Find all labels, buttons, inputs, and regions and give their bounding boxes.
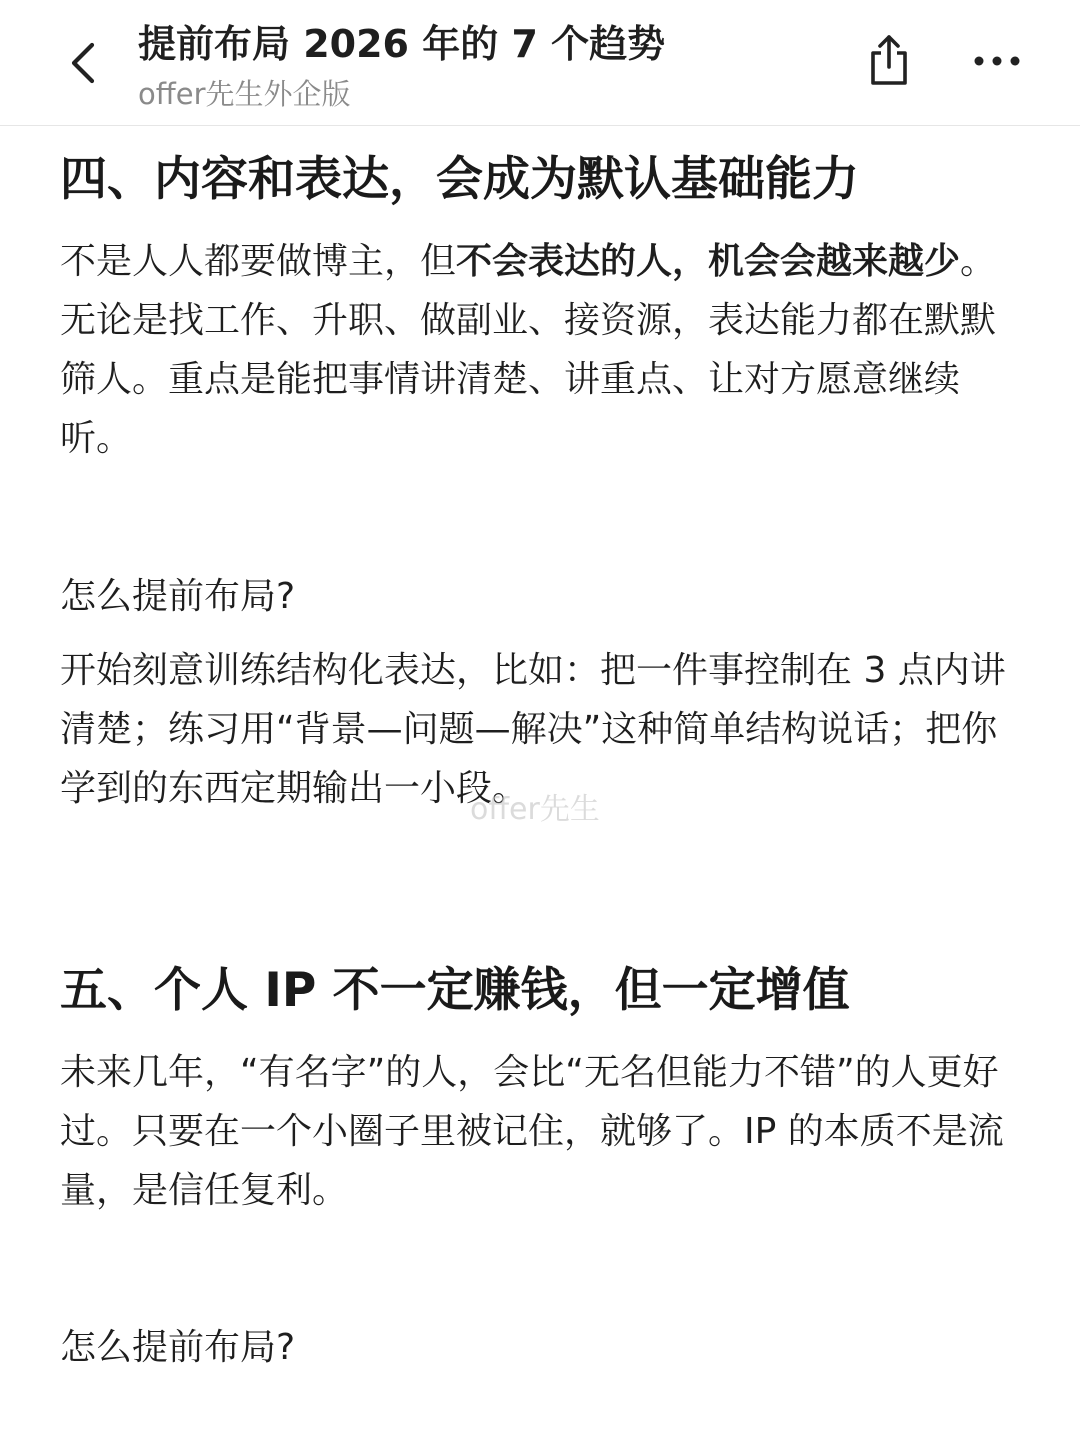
account-name[interactable]: offer先生外企版	[138, 77, 351, 111]
section-4-heading: 四、内容和表达，会成为默认基础能力	[60, 152, 859, 207]
section-4-howto-label: 怎么提前布局?	[60, 576, 296, 617]
section-4-paragraph	[60, 232, 1020, 468]
section-5-howto-label: 怎么提前布局?	[60, 1327, 296, 1368]
more-horizontal-icon	[972, 54, 1022, 68]
more-button[interactable]	[968, 38, 1026, 84]
watermark: offer先生	[470, 792, 600, 827]
section-4-paragraph-text: 不是人人都要做博主，但	[60, 241, 457, 282]
section-4-paragraph-rest: 。无论是找工作、升职、做副业、接资源，表达能力都在默默筛人。重点是能把事情讲清楚、讲重点、让对方愿意继续听。	[60, 241, 997, 459]
top-navigation-bar	[0, 0, 1080, 126]
share-icon	[867, 33, 911, 87]
section-5-heading: 五、个人 IP 不一定赚钱，但一定增值	[60, 963, 850, 1018]
section-4	[60, 148, 1020, 468]
page-title: 提前布局 2026 年的 7 个趋势	[138, 22, 666, 66]
section-4-paragraph-bold: 不会表达的人，机会会越来越少	[456, 241, 961, 282]
chevron-left-icon	[68, 41, 98, 85]
section-5-paragraph: 未来几年，“有名字”的人，会比“无名但能力不错”的人更好过。只要在一个小圈子里被记住，就够了。IP 的本质不是流量，是信任复利。	[60, 1052, 1004, 1211]
share-button[interactable]	[862, 30, 916, 90]
back-button[interactable]	[58, 36, 108, 90]
header-title-group	[138, 18, 798, 114]
section-4-howto-text: 开始刻意训练结构化表达，比如：把一件事控制在 3 点内讲清楚；练习用“背景—问题—解决”这种简单结构说话；把你学到的东西定期输出一小段。	[60, 650, 1006, 809]
section-5	[60, 959, 1020, 1220]
